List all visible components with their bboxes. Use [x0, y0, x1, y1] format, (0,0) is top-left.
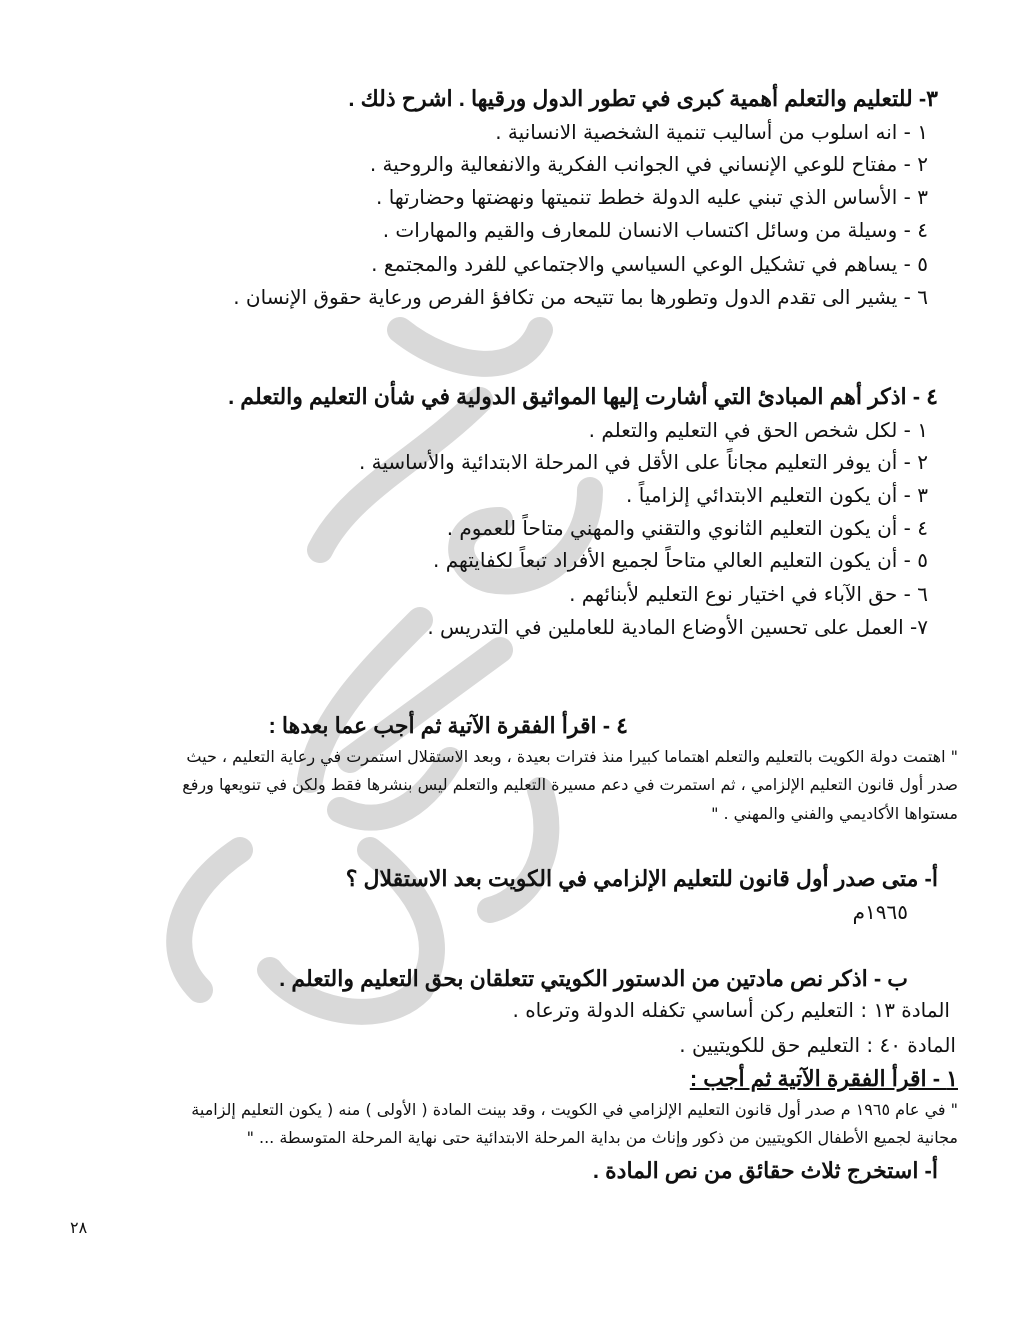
section1-passage-line: " في عام ١٩٦٥ م صدر أول قانون التعليم الإلزامي في الكويت ، وقد بينت المادة ( الأولى ) منه ( يكون التعليم إلزامية: [191, 1100, 958, 1119]
section1-title: ١ - اقرأ الفقرة الآتية ثم أجب :: [689, 1066, 958, 1091]
section4b-passage-line: " اهتمت دولة الكويت بالتعليم والتعلم اهتماما كبيرا منذ فترات بعيدة ، وبعد الاستقلال استمرت في رعاية التعليم ، حيث: [186, 747, 958, 766]
section3-item: ٦ - يشير الى تقدم الدول وتطورها بما تتيحه من تكافؤ الفرص ورعاية حقوق الإنسان .: [233, 285, 928, 309]
section3-item: ١ - انه اسلوب من أساليب تنمية الشخصية الانسانية .: [495, 120, 928, 144]
answer-b-line: المادة ٤٠ : التعليم حق للكويتيين .: [679, 1033, 956, 1057]
section4-title: ٤ - اذكر أهم المبادئ التي أشارت إليها المواثيق الدولية في شأن التعليم والتعلم .: [228, 384, 938, 409]
section3-item: ٤ - وسيلة من وسائل اكتساب الانسان للمعارف والقيم والمهارات .: [382, 218, 928, 242]
question-a: أ- متى صدر أول قانون للتعليم الإلزامي في الكويت بعد الاستقلال ؟: [345, 866, 938, 891]
section4-item: ٣ - أن يكون التعليم الابتدائي إلزامياً .: [626, 483, 928, 507]
section4-item: ٥ - أن يكون التعليم العالي متاحاً لجميع الأفراد تبعاً لكفايتهم .: [433, 548, 928, 572]
question-b: ب - اذكر نص مادتين من الدستور الكويتي تتعلقان بحق التعليم والتعلم .: [279, 966, 908, 991]
answer-a: ١٩٦٥م: [852, 900, 908, 924]
page-number: ٢٨: [70, 1218, 88, 1237]
section4b-passage-line: مستواها الأكاديمي والفني والمهني . ": [711, 804, 958, 823]
section3-title: ٣- للتعليم والتعلم أهمية كبرى في تطور الدول ورقيها . اشرح ذلك .: [348, 86, 938, 111]
section3-item: ٢ - مفتاح للوعي الإنساني في الجوانب الفكرية والانفعالية والروحية .: [369, 152, 928, 176]
section4b-passage-line: صدر أول قانون التعليم الإلزامي ، ثم استمرت في دعم مسيرة التعليم والتعلم ليس بنشرها فقط ولكن في تنويعها ورفع: [182, 775, 958, 794]
section1-passage-line: مجانية لجميع الأطفال الكويتيين من ذكور وإناث من بداية المرحلة الابتدائية حتى نهاية المرحلة المتوسطة ... ": [246, 1128, 958, 1147]
section4-item: ٦ - حق الآباء في اختيار نوع التعليم لأبنائهم .: [569, 582, 928, 606]
section4-item: ٤ - أن يكون التعليم الثانوي والتقني والمهني متاحاً للعموم .: [446, 516, 928, 540]
section1-question-a: أ- استخرج ثلاث حقائق من نص المادة .: [592, 1158, 938, 1183]
section4-item: ١ - لكل شخص الحق في التعليم والتعلم .: [588, 418, 928, 442]
section3-item: ٣ - الأساس الذي تبني عليه الدولة خطط تنميتها ونهضتها وحضارتها .: [376, 185, 928, 209]
section3-item: ٥ - يساهم في تشكيل الوعي السياسي والاجتماعي للفرد والمجتمع .: [371, 252, 928, 276]
section4-item: ٧- العمل على تحسين الأوضاع المادية للعاملين في التدريس .: [427, 615, 928, 639]
answer-b-line: المادة ١٣ : التعليم ركن أساسي تكفله الدولة وترعاه .: [512, 998, 950, 1022]
section4b-title: ٤ - اقرأ الفقرة الآتية ثم أجب عما بعدها :: [268, 713, 628, 738]
section4-item: ٢ - أن يوفر التعليم مجاناً على الأقل في المرحلة الابتدائية والأساسية .: [358, 450, 928, 474]
